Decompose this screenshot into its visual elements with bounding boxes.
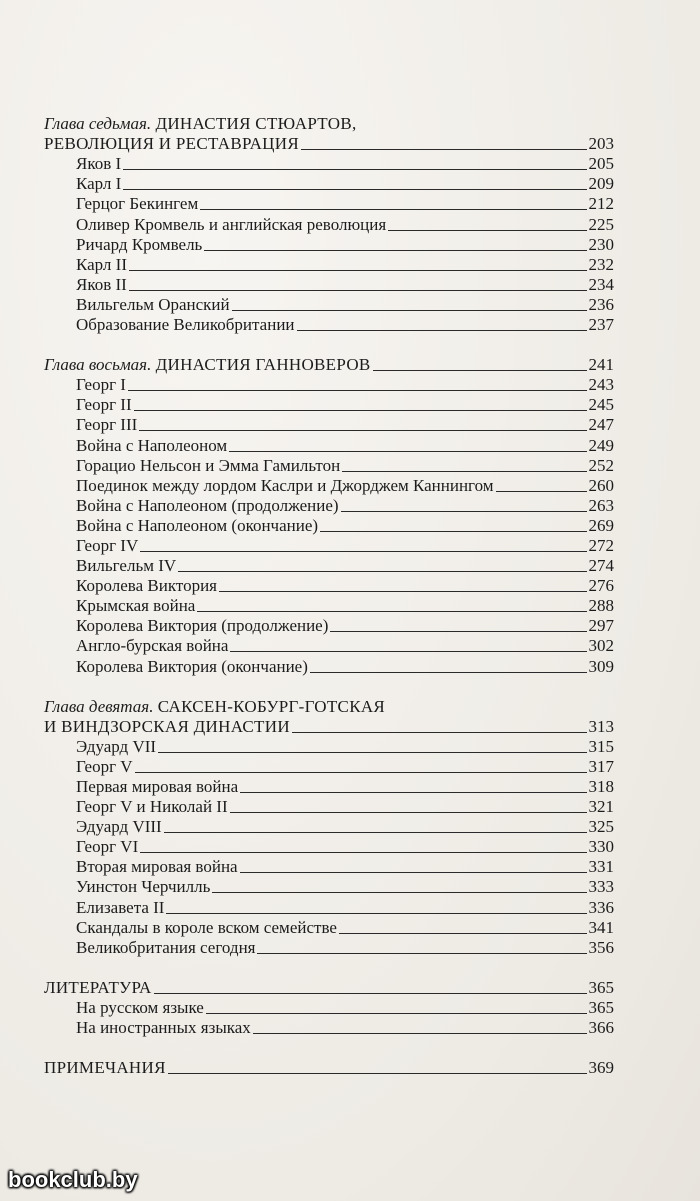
leader-line: [154, 993, 587, 994]
leader-line: [320, 531, 586, 532]
toc-entry-page: 366: [588, 1018, 614, 1038]
chapter-9-title-line2: И ВИНДЗОРСКАЯ ДИНАСТИИ: [44, 716, 290, 736]
literature-heading: [44, 978, 614, 998]
toc-entry: [44, 375, 614, 395]
toc-entry-page: 297: [588, 616, 614, 636]
literature-title: ЛИТЕРАТУРА: [44, 977, 152, 997]
leader-line: [129, 290, 587, 291]
toc-entry-title: Война с Наполеоном: [76, 435, 228, 455]
toc-entry-page: 247: [588, 415, 614, 435]
toc-entry-title: Великобритания сегодня: [76, 937, 256, 957]
chapter-7-title-row: [44, 134, 614, 154]
toc-entry: [44, 1018, 614, 1038]
leader-line: [212, 892, 586, 893]
toc-entry-page: 336: [588, 897, 614, 917]
toc-entry-page: 330: [588, 837, 614, 857]
toc-entry: [44, 877, 614, 897]
toc-entry: [44, 315, 614, 335]
toc-entry: [44, 174, 614, 194]
toc-entry: [44, 998, 614, 1018]
leader-line: [168, 1073, 587, 1074]
toc-entry-page: 325: [588, 817, 614, 837]
literature-entries: [44, 998, 614, 1038]
toc-entry-page: 315: [588, 736, 614, 756]
leader-line: [292, 732, 587, 733]
leader-line: [123, 189, 586, 190]
toc-entry-title: Война с Наполеоном (окончание): [76, 515, 319, 535]
leader-line: [158, 752, 586, 753]
toc-entry: [44, 817, 614, 837]
toc-entry-page: 365: [588, 997, 614, 1017]
toc-entry-title: Георг III: [76, 415, 138, 435]
leader-line: [123, 169, 586, 170]
toc-entry: [44, 737, 614, 757]
leader-line: [134, 410, 587, 411]
chapter-9-page: 313: [588, 716, 614, 736]
toc-entry-title: Карл II: [76, 254, 127, 274]
toc-entry-title: Уинстон Черчилль: [76, 877, 211, 897]
toc-entry: [44, 154, 614, 174]
toc-entry-page: 309: [588, 656, 614, 676]
toc-entry-page: 205: [588, 154, 614, 174]
leader-line: [140, 551, 586, 552]
leader-line: [232, 310, 587, 311]
toc-entry-page: 230: [588, 234, 614, 254]
toc-entry-title: Эдуард VII: [76, 736, 157, 756]
chapter-9-heading: [44, 697, 614, 717]
toc-entry: [44, 556, 614, 576]
leader-line: [240, 872, 587, 873]
leader-line: [330, 631, 586, 632]
leader-line: [204, 250, 586, 251]
toc-entry-title: Горацио Нельсон и Эмма Гамильтон: [76, 455, 341, 475]
toc-entry-page: 236: [588, 294, 614, 314]
notes-heading: [44, 1058, 614, 1078]
toc-entry-page: 252: [588, 455, 614, 475]
toc-entry: [44, 536, 614, 556]
toc-entry-page: 274: [588, 556, 614, 576]
toc-entry-title: Ричард Кромвель: [76, 234, 203, 254]
leader-line: [140, 852, 586, 853]
toc-entry-title: Вторая мировая война: [76, 857, 238, 877]
toc-entry-page: 317: [588, 756, 614, 776]
toc-entry-title: Георг IV: [76, 535, 139, 555]
toc-entry-page: 318: [588, 777, 614, 796]
spacer: [44, 335, 614, 355]
toc-entry-title: Поединок между лордом Каслри и Джорджем Каннингом: [76, 475, 494, 495]
toc-entry-title: Эдуард VIII: [76, 817, 162, 837]
toc-entry: [44, 415, 614, 435]
toc-entry-page: 356: [588, 937, 614, 957]
toc-entry-title: Образование Великобритании: [76, 315, 295, 335]
leader-line: [388, 230, 586, 231]
toc-entry-title: Скандалы в короле вском семействе: [76, 917, 337, 937]
toc-entry-title: Вильгельм Оранский: [76, 294, 230, 314]
leader-line: [230, 651, 586, 652]
leader-line: [339, 933, 587, 934]
leader-line: [253, 1033, 587, 1034]
toc-entry-page: 288: [588, 596, 614, 616]
chapter-7-entries: [44, 154, 614, 335]
toc-entry: [44, 857, 614, 877]
toc-entry-title: Карл I: [76, 174, 122, 194]
toc-entry: [44, 636, 614, 656]
leader-line: [206, 1013, 587, 1014]
chapter-8-title: ДИНАСТИЯ ГАННОВЕРОВ: [155, 355, 371, 375]
toc-entry-page: 232: [588, 254, 614, 274]
toc-entry-page: 272: [588, 535, 614, 555]
toc-entry-title: Королева Виктория (окончание): [76, 656, 308, 676]
toc-entry: [44, 797, 614, 817]
chapter-8-page: 241: [588, 355, 614, 375]
leader-line: [297, 330, 587, 331]
leader-line: [200, 209, 586, 210]
toc-entry-page: 333: [588, 877, 614, 897]
toc-entry-page: 243: [588, 375, 614, 395]
leader-line: [230, 812, 587, 813]
toc-entry: [44, 194, 614, 214]
toc-entry-title: Георг V: [76, 756, 133, 776]
chapter-7-heading: [44, 114, 614, 134]
leader-line: [301, 149, 587, 150]
toc-entry: [44, 757, 614, 777]
toc-entry-page: 331: [588, 857, 614, 877]
toc-entry: [44, 456, 614, 476]
leader-line: [341, 511, 587, 512]
toc-entry-title: Георг V и Николай II: [76, 797, 228, 817]
toc-entry-title: Королева Виктория: [76, 576, 217, 596]
leader-line: [496, 491, 587, 492]
chapter-9-title-row: [44, 717, 614, 737]
leader-line: [373, 370, 587, 371]
toc-entry: [44, 395, 614, 415]
toc-entry-title: Крымская война: [76, 596, 196, 616]
chapter-7-title-line2: РЕВОЛЮЦИЯ И РЕСТАВРАЦИЯ: [44, 134, 299, 154]
literature-page: 365: [588, 977, 614, 997]
toc-entry: [44, 616, 614, 636]
toc-entry: [44, 496, 614, 516]
leader-line: [178, 571, 586, 572]
toc-entry-page: 225: [588, 214, 614, 234]
toc-entry-title: Георг I: [76, 375, 126, 395]
notes-page: 369: [588, 1058, 614, 1078]
leader-line: [129, 270, 587, 271]
leader-line: [139, 430, 586, 431]
chapter-8-label: Глава восьмая.: [44, 355, 152, 375]
toc-entry-page: 212: [588, 194, 614, 214]
toc-entry-title: Георг VI: [76, 837, 139, 857]
toc-entry-page: 276: [588, 576, 614, 596]
chapter-7-title-line1: ДИНАСТИЯ СТЮАРТОВ,: [155, 114, 357, 133]
toc-entry: [44, 214, 614, 234]
spacer: [44, 677, 614, 697]
toc-entry: [44, 576, 614, 596]
leader-line: [310, 672, 587, 673]
leader-line: [257, 953, 586, 954]
leader-line: [229, 451, 586, 452]
notes-title: ПРИМЕЧАНИЯ: [44, 1058, 166, 1078]
toc-entry: [44, 596, 614, 616]
leader-line: [128, 390, 587, 391]
toc-entry: [44, 777, 614, 797]
toc-entry: [44, 235, 614, 255]
toc-entry-title: На русском языке: [76, 997, 204, 1017]
chapter-7-label: Глава седьмая.: [44, 114, 152, 133]
toc-entry: [44, 275, 614, 295]
chapter-9-label: Глава девятая.: [44, 696, 154, 716]
leader-line: [135, 772, 587, 773]
leader-line: [219, 591, 587, 592]
watermark-logo: bookclub.by: [8, 1167, 138, 1192]
chapter-9-entries: [44, 737, 614, 958]
leader-line: [164, 832, 587, 833]
chapter-7-page: 203: [588, 134, 614, 154]
toc-entry-page: 234: [588, 274, 614, 294]
toc-entry-title: Георг II: [76, 395, 132, 415]
toc-entry: [44, 918, 614, 938]
chapter-9-title-line1: САКСЕН-КОБУРГ-ГОТСКАЯ: [157, 696, 386, 716]
toc-entry-title: На иностранных языках: [76, 1018, 251, 1038]
toc-entry-page: 249: [588, 435, 614, 455]
toc-entry-page: 302: [588, 636, 614, 656]
toc-entry-title: Герцог Бекингем: [76, 194, 199, 214]
toc-entry: [44, 656, 614, 676]
toc-entry-page: 269: [588, 515, 614, 535]
toc-entry-title: Яков II: [76, 274, 127, 294]
toc-entry-title: Война с Наполеоном (продолжение): [76, 495, 339, 515]
toc-entry-title: Вильгельм IV: [76, 556, 177, 576]
leader-line: [240, 792, 586, 793]
toc-entry: [44, 255, 614, 275]
toc-entry-title: Оливер Кромвель и английская революция: [76, 214, 387, 234]
toc-entry: [44, 435, 614, 455]
toc-entry-page: 209: [588, 174, 614, 194]
toc-entry-page: 341: [588, 917, 614, 937]
toc-entry: [44, 516, 614, 536]
toc-entry-title: Елизавета II: [76, 897, 165, 917]
spacer: [44, 1038, 614, 1058]
table-of-contents: [44, 114, 614, 1078]
toc-entry-title: Яков I: [76, 154, 122, 174]
toc-entry-title: Королева Виктория (продолжение): [76, 616, 329, 636]
toc-entry-page: 245: [588, 395, 614, 415]
toc-entry-page: 237: [588, 315, 614, 335]
toc-entry-title: Англо-бурская война: [76, 636, 229, 656]
toc-entry: [44, 295, 614, 315]
toc-entry-page: 260: [588, 475, 614, 495]
toc-entry: [44, 837, 614, 857]
toc-entry: [44, 476, 614, 496]
toc-entry: [44, 897, 614, 917]
chapter-8-heading: [44, 355, 614, 375]
spacer: [44, 958, 614, 978]
leader-line: [197, 611, 586, 612]
leader-line: [342, 471, 586, 472]
chapter-8-entries: [44, 375, 614, 676]
toc-entry-page: 321: [588, 797, 614, 817]
toc-entry-page: 263: [588, 495, 614, 515]
toc-entry: [44, 938, 614, 958]
leader-line: [166, 913, 586, 914]
toc-entry-title: Первая мировая война: [76, 777, 239, 796]
